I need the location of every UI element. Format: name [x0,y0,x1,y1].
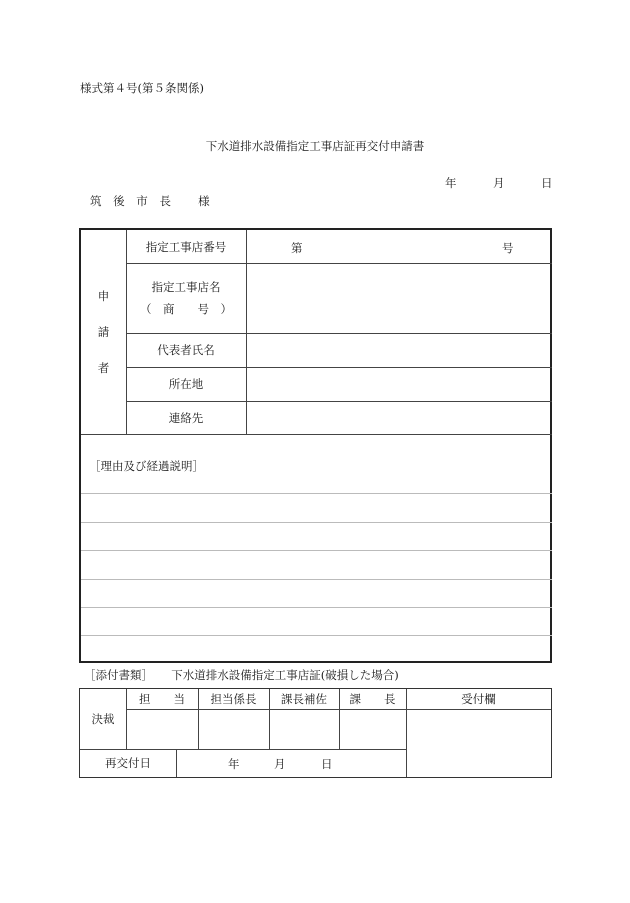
reissue-day-label: 日 [321,757,333,771]
license-number-suffix: 号 [502,241,514,255]
applicant-char-2: 請 [97,325,110,339]
form-number: 様式第４号(第５条関係) [80,81,204,95]
reissue-year-label: 年 [228,757,240,771]
ruled-line [81,635,552,636]
application-form-table [79,228,552,663]
date-month-label: 月 [493,176,505,190]
shop-name-label [126,263,246,333]
representative-label: 代表者氏名 [157,343,215,357]
ruled-line [81,607,552,608]
stamp-box-chief[interactable] [199,710,268,748]
license-number-label: 指定工事店番号 [145,239,227,254]
shop-name-label-line1: 指定工事店名 [151,280,221,294]
approval-header-staff: 担 当 [139,692,185,706]
address-label: 所在地 [168,377,204,391]
ruled-line [81,522,552,523]
stamp-box-deputy[interactable] [270,710,338,748]
attachment-label: ［添付書類］ [84,668,153,682]
attachment-line [84,667,399,683]
applicant-char-1: 申 [97,289,110,303]
license-number-prefix: 第 [291,241,303,255]
representative-field[interactable] [247,334,551,366]
applicant-section-label [81,230,126,434]
document-title: 下水道排水設備指定工事店証再交付申請書 [205,139,425,153]
reason-field[interactable] [81,435,552,661]
shop-name-label-line2: （ 商 号 ） [140,302,232,316]
ruled-line [81,550,552,551]
contact-label: 連絡先 [168,410,204,425]
reason-label: ［理由及び経過説明］ [89,459,204,473]
approval-header-chief: 担当係長 [210,692,257,706]
approval-header-manager: 課 長 [349,692,396,706]
approval-header-deputy: 課長補佐 [281,692,327,706]
reissue-month-label: 月 [274,757,286,771]
decision-label: 決裁 [91,712,115,726]
stamp-box-staff[interactable] [127,710,197,748]
date-year-label: 年 [445,176,457,190]
date-day-label: 日 [541,176,553,190]
receipt-box[interactable] [407,710,550,776]
receipt-header: 受付欄 [461,692,496,706]
applicant-char-3: 者 [97,361,110,375]
reissue-date-label: 再交付日 [105,756,151,770]
contact-field[interactable] [247,402,551,433]
approval-table [79,688,552,778]
date-line [445,175,555,191]
address-field[interactable] [247,368,551,400]
addressee: 筑 後 市 長 様 [90,194,214,208]
shop-name-field[interactable] [247,264,551,332]
attachment-text: 下水道排水設備指定工事店証(破損した場合) [171,668,399,682]
ruled-line [81,493,552,494]
stamp-box-manager[interactable] [340,710,405,748]
license-number-field[interactable] [247,231,551,262]
ruled-line [81,579,552,580]
